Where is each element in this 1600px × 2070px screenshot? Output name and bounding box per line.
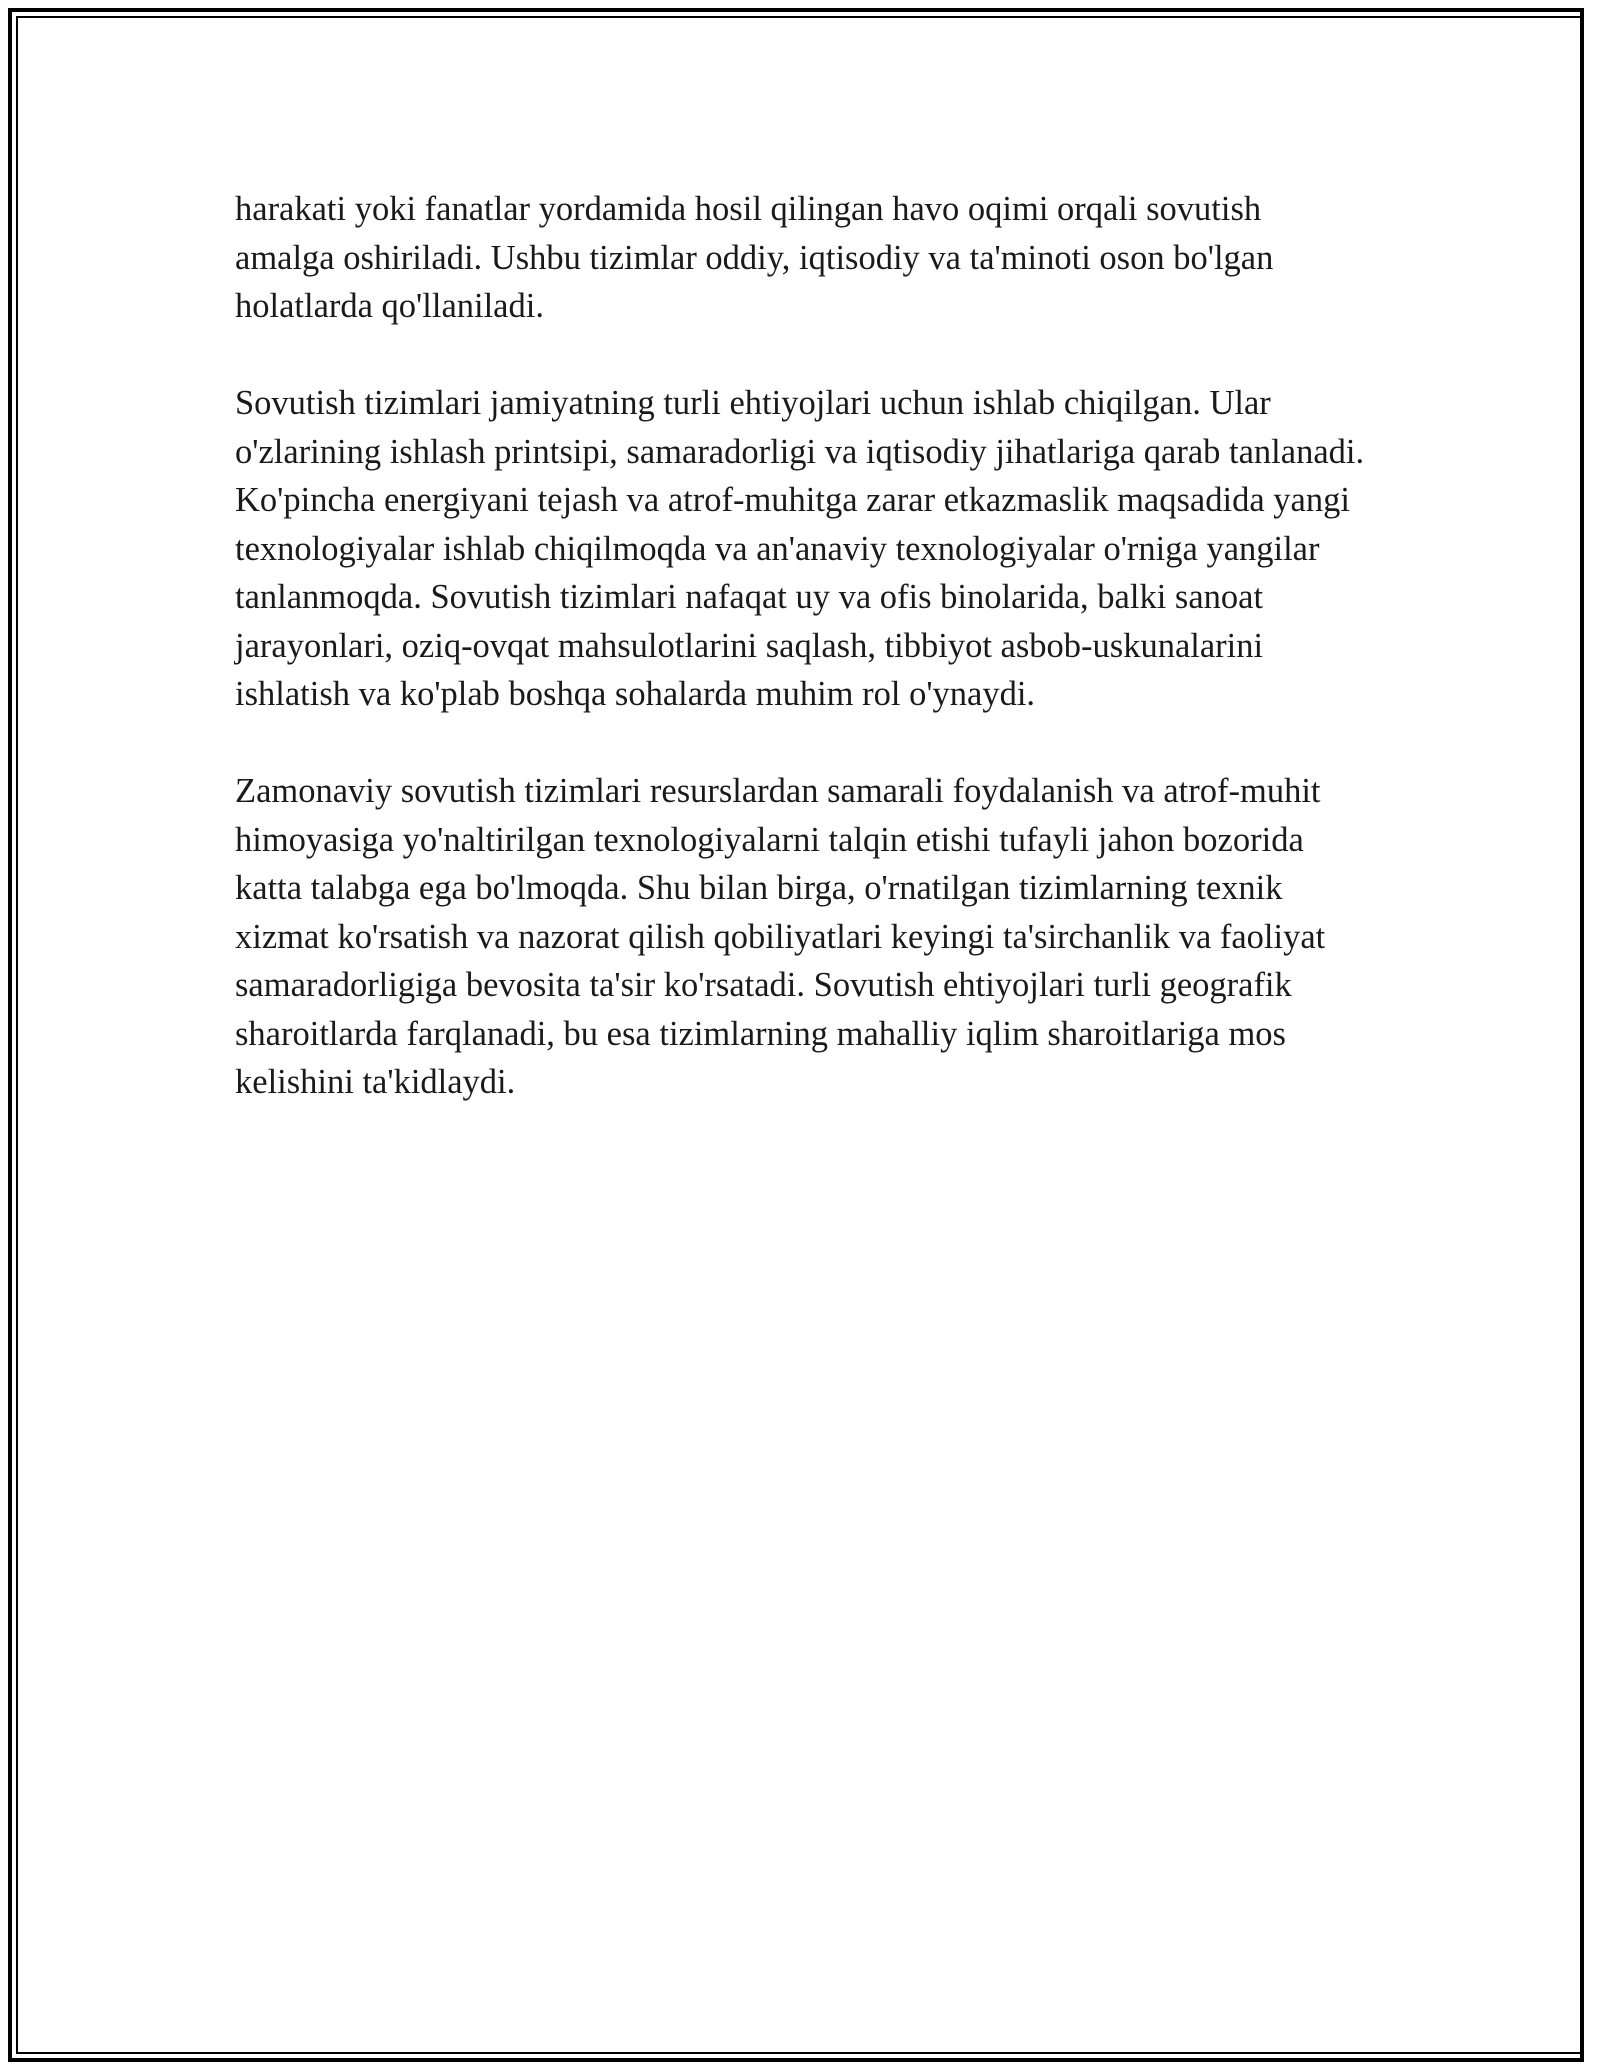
paragraph-1: harakati yoki fanatlar yordamida hosil qilingan havo oqimi orqali sovutish amalga oshiriladi. Ushbu tizimlar oddiy, iqtisodiy va ta'minoti oson bo'lgan holatlarda qo'llaniladi. xyxy=(235,190,1274,325)
document-body xyxy=(235,185,1365,1155)
paragraph-3: Zamonaviy sovutish tizimlari resurslardan samarali foydalanish va atrof-muhit himoyasiga yo'naltirilgan texnologiyalarni talqin etishi tufayli jahon bozorida katta talabga ega bo'lmoqda. Shu bilan birga, o'rnatilgan tizimlarning texnik xizmat ko'rsatish va nazorat qilish qobiliyatlari keyingi ta'sirchanlik va faoliyat samaradorligiga bevosita ta'sir ko'rsatadi. Sovutish ehtiyojlari turli geografik sharoitlarda farqlanadi, bu esa tizimlarning mahalliy iqlim sharoitlariga mos kelishini ta'kidlaydi. xyxy=(235,772,1326,1101)
paragraph-2: Sovutish tizimlari jamiyatning turli ehtiyojlari uchun ishlab chiqilgan. Ular o'zlarining ishlash printsipi, samaradorligi va iqtisodiy jihatlariga qarab tanlanadi. Ko'pincha energiyani tejash va atrof-muhitga zarar etkazmaslik maqsadida yangi texnologiyalar ishlab chiqilmoqda va an'anaviy texnologiyalar o'rniga yangilar tanlanmoqda. Sovutish tizimlari nafaqat uy va ofis binolarida, balki sanoat jarayonlari, oziq-ovqat mahsulotlarini saqlash, tibbiyot asbob-uskunalarini ishlatish va ko'plab boshqa sohalarda muhim rol o'ynaydi. xyxy=(235,384,1365,713)
